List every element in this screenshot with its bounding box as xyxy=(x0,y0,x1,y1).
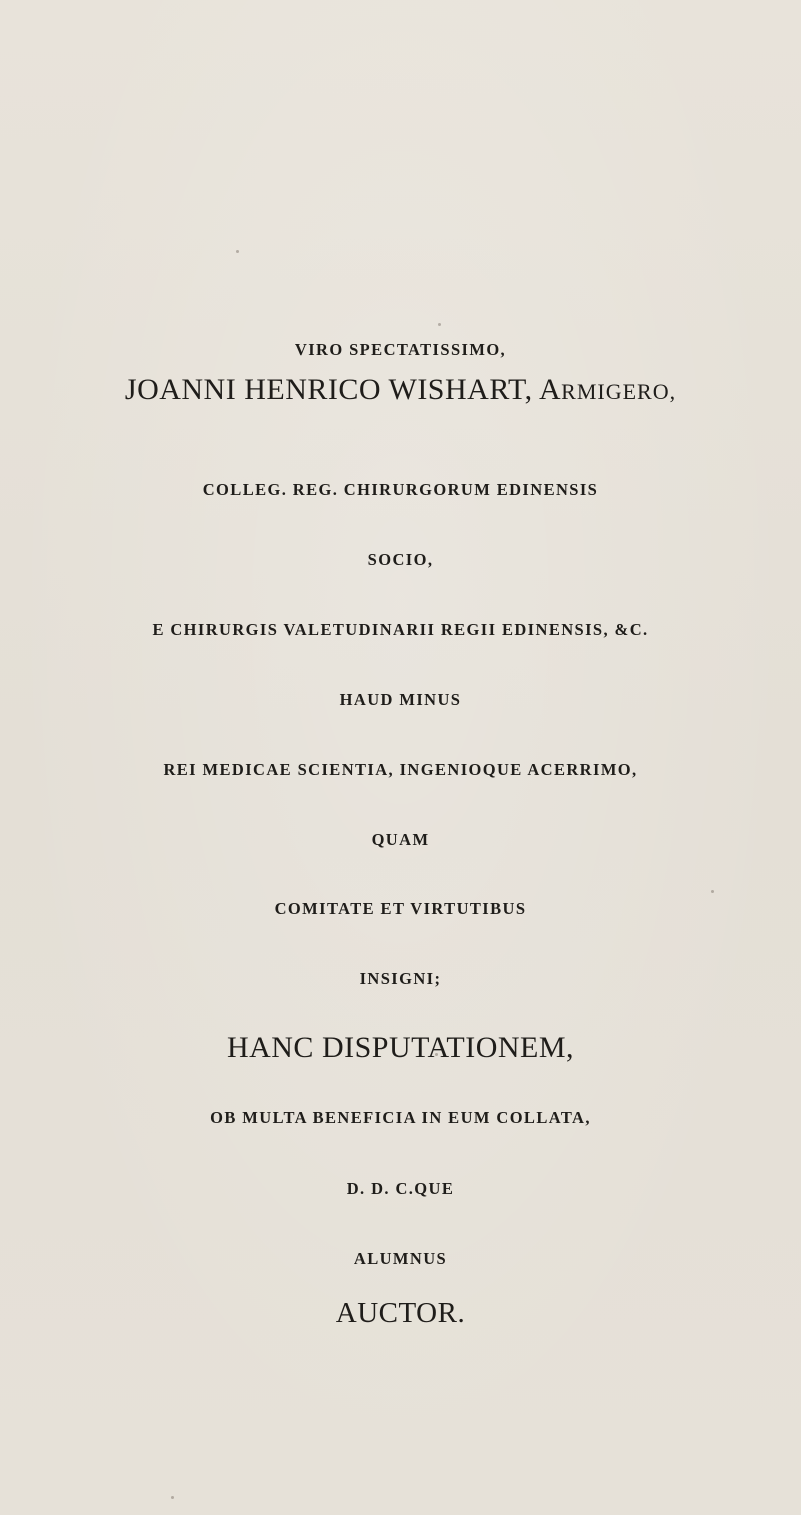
dedication-line-quam: QUAM xyxy=(371,830,430,849)
dedication-line-chirurgis: E CHIRURGIS VALETUDINARII REGII EDINENSIS, &C. xyxy=(152,620,649,639)
paper-speck xyxy=(236,250,239,253)
dedication-salutation: VIRO SPECTATISSIMO, xyxy=(294,340,507,359)
dedication-line-ddcque: D. D. C.QUE xyxy=(346,1179,455,1198)
dedication-line-hanc-disputationem: HANC DISPUTATIONEM, xyxy=(226,1031,575,1064)
dedication-line-socio: SOCIO, xyxy=(367,550,434,569)
dedicatee-name xyxy=(0,375,801,405)
dedication-line-rei-medicae: REI MEDICAE SCIENTIA, INGENIOQUE ACERRIMO, xyxy=(163,760,638,779)
dedicatee-name-main: JOANNI HENRICO WISHART, A xyxy=(124,373,562,406)
paper-speck xyxy=(711,890,714,893)
dedication-line-haud-minus: HAUD MINUS xyxy=(339,690,462,709)
dedication-line-insigni: INSIGNI; xyxy=(359,969,442,988)
dedicatee-title: RMIGERO, xyxy=(561,379,677,404)
paper-speck xyxy=(171,1496,174,1499)
dedication-line-auctor: AUCTOR. xyxy=(335,1297,466,1329)
dedication-line-ob-multa: OB MULTA BENEFICIA IN EUM COLLATA, xyxy=(210,1108,591,1127)
dedication-line-college: COLLEG. REG. CHIRURGORUM EDINENSIS xyxy=(202,480,599,499)
paper-speck xyxy=(438,323,441,326)
dedication-line-comitate: COMITATE ET VIRTUTIBUS xyxy=(274,899,527,918)
dedication-line-alumnus: ALUMNUS xyxy=(353,1249,448,1268)
